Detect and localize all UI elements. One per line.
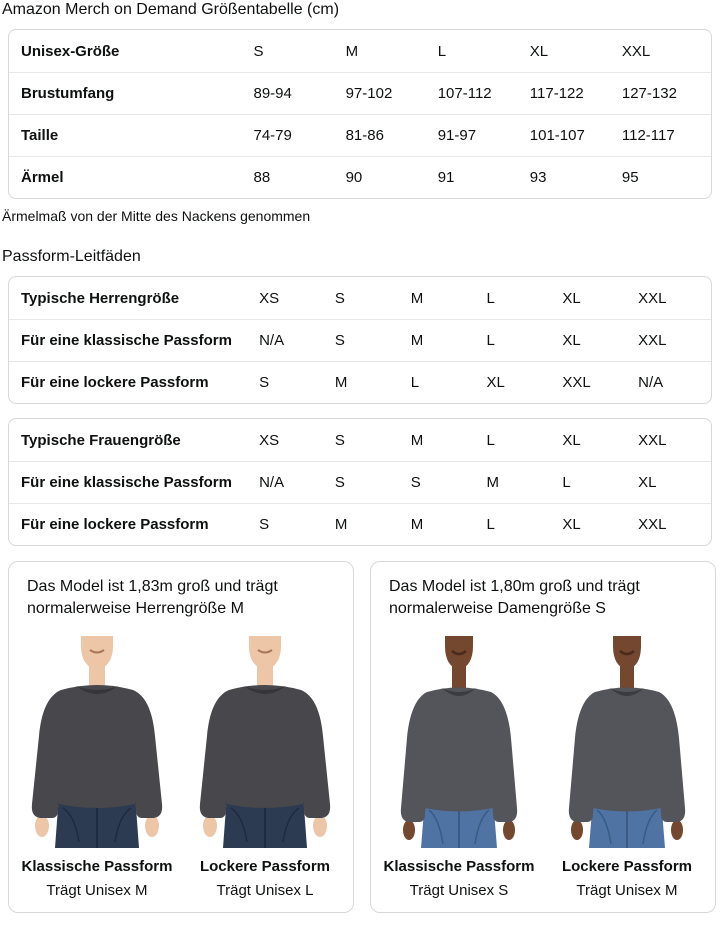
size-cell: M: [410, 431, 424, 449]
table-row: [9, 361, 711, 403]
row-label: Taille: [9, 114, 251, 156]
size-cell: L: [484, 319, 560, 361]
row-label: Für eine klassische Passform: [9, 319, 256, 361]
size-cell: S: [256, 503, 332, 545]
size-cell: 97-102: [343, 72, 435, 114]
size-cell: L: [486, 431, 495, 449]
male-model-classic-photo: [15, 636, 179, 848]
wears-size-caption: Trägt Unisex S: [409, 882, 509, 899]
model-card-women: [370, 561, 716, 913]
row-label: Ärmel: [9, 156, 251, 198]
size-cell: XXL: [635, 319, 711, 361]
size-cell: N/A: [256, 319, 332, 361]
row-label: Typische Herrengröße: [21, 289, 180, 307]
size-cell: XL: [529, 42, 549, 60]
size-cell: M: [484, 461, 560, 503]
size-cell: M: [410, 289, 424, 307]
size-cell: XXL: [638, 289, 667, 307]
size-cell: S: [332, 461, 408, 503]
size-cell: XS: [259, 431, 280, 449]
size-cell: M: [408, 319, 484, 361]
table-row: [9, 30, 711, 72]
size-cell: M: [332, 361, 408, 403]
size-cell: XXL: [638, 431, 667, 449]
size-cell: 91: [435, 156, 527, 198]
size-cell: 117-122: [527, 72, 619, 114]
size-cell: 95: [619, 156, 711, 198]
fit-name-caption: Lockere Passform: [561, 858, 693, 875]
figures-row: [377, 636, 709, 900]
size-cell: XL: [562, 289, 581, 307]
size-cell: L: [408, 361, 484, 403]
size-cell: XL: [635, 461, 711, 503]
fit-name-caption: Klassische Passform: [21, 858, 173, 875]
size-cell: XXL: [559, 361, 635, 403]
size-cell: S: [332, 319, 408, 361]
size-cell: S: [408, 461, 484, 503]
figure-classic-fit: [15, 636, 179, 900]
row-label: Unisex-Größe: [21, 42, 120, 60]
model-card-men: [8, 561, 354, 913]
row-label: Brustumfang: [9, 72, 251, 114]
female-model-classic-photo: [377, 636, 541, 848]
size-cell: XL: [484, 361, 560, 403]
wears-size-caption: Trägt Unisex M: [576, 882, 678, 899]
figures-row: [15, 636, 347, 900]
table-row: [9, 72, 711, 114]
figure-classic-fit: [377, 636, 541, 900]
size-cell: 107-112: [435, 72, 527, 114]
size-cell: XXL: [621, 42, 651, 60]
sleeve-measure-footnote: Ärmelmaß von der Mitte des Nackens genommen: [2, 208, 311, 224]
size-cell: 74-79: [251, 114, 343, 156]
size-cell: XL: [559, 319, 635, 361]
size-cell: 89-94: [251, 72, 343, 114]
page-title: Amazon Merch on Demand Größentabelle (cm): [2, 1, 340, 18]
size-cell: 81-86: [343, 114, 435, 156]
table-row: [9, 319, 711, 361]
table-row: [9, 419, 711, 461]
size-cell: S: [334, 289, 345, 307]
size-cell: L: [559, 461, 635, 503]
unisex-size-table: [8, 29, 712, 199]
size-cell: N/A: [256, 461, 332, 503]
size-cell: S: [256, 361, 332, 403]
womens-fit-table: [8, 418, 712, 546]
fit-name-caption: Klassische Passform: [383, 858, 535, 875]
table-row: [9, 156, 711, 198]
male-model-loose-photo: [183, 636, 347, 848]
fit-guides-heading: Passform-Leitfäden: [2, 248, 141, 265]
size-cell: M: [408, 503, 484, 545]
size-cell: 101-107: [527, 114, 619, 156]
mens-fit-table: [8, 276, 712, 404]
fit-name-caption: Lockere Passform: [199, 858, 331, 875]
size-cell: 88: [251, 156, 343, 198]
size-cell: M: [332, 503, 408, 545]
size-cell: S: [253, 42, 264, 60]
model-card-heading: Das Model ist 1,80m groß und trägt normalerweise Damengröße S: [389, 578, 640, 617]
figure-loose-fit: [183, 636, 347, 900]
size-cell: XXL: [635, 503, 711, 545]
size-cell: L: [486, 289, 495, 307]
row-label: Typische Frauengröße: [21, 431, 181, 449]
size-cell: M: [345, 42, 359, 60]
wears-size-caption: Trägt Unisex M: [46, 882, 148, 899]
female-model-loose-photo: [545, 636, 709, 848]
size-cell: 93: [527, 156, 619, 198]
wears-size-caption: Trägt Unisex L: [216, 882, 314, 899]
table-row: [9, 461, 711, 503]
size-cell: 90: [343, 156, 435, 198]
size-cell: 112-117: [619, 114, 711, 156]
row-label: Für eine lockere Passform: [9, 361, 256, 403]
size-cell: L: [484, 503, 560, 545]
model-cards: [8, 561, 712, 913]
size-cell: XS: [259, 289, 280, 307]
size-cell: L: [437, 42, 447, 60]
table-row: [9, 503, 711, 545]
row-label: Für eine klassische Passform: [9, 461, 256, 503]
size-cell: 91-97: [435, 114, 527, 156]
row-label: Für eine lockere Passform: [9, 503, 256, 545]
size-cell: N/A: [635, 361, 711, 403]
figure-loose-fit: [545, 636, 709, 900]
size-cell: XL: [562, 431, 581, 449]
size-cell: XL: [559, 503, 635, 545]
model-card-heading: Das Model ist 1,83m groß und trägt normalerweise Herrengröße M: [27, 578, 278, 617]
size-cell: S: [334, 431, 345, 449]
size-cell: 127-132: [619, 72, 711, 114]
table-row: [9, 114, 711, 156]
table-row: [9, 277, 711, 319]
